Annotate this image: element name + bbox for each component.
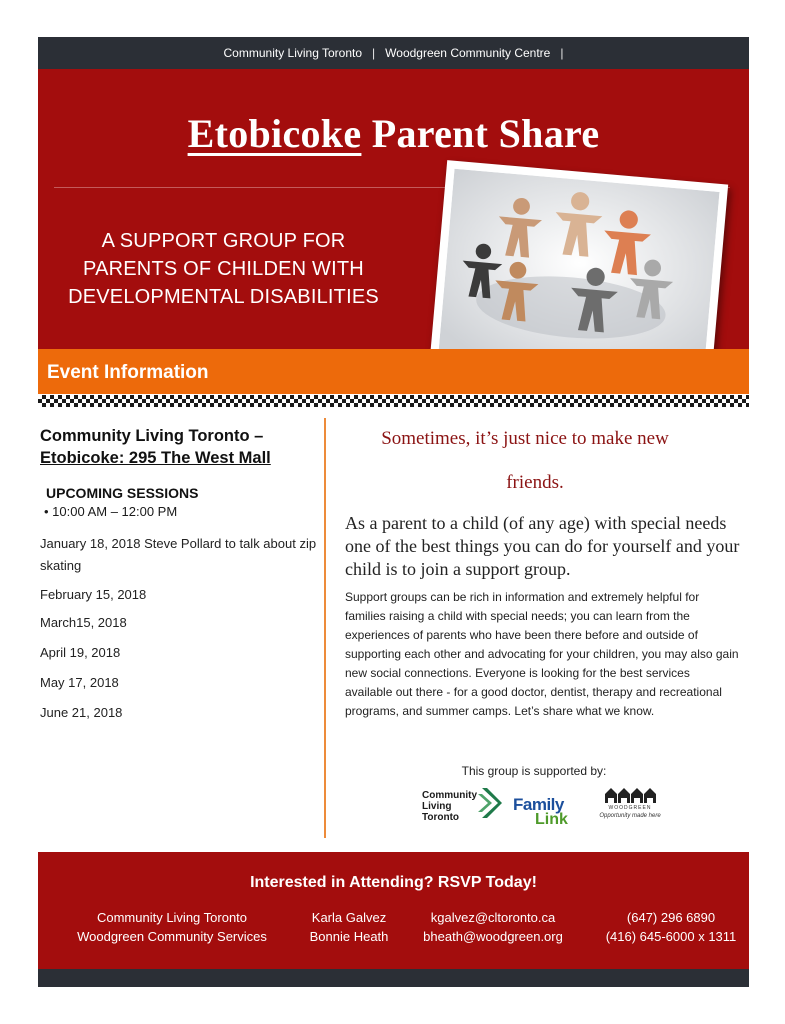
family-link-text: Link xyxy=(535,811,568,828)
sessions-column xyxy=(40,425,320,722)
supporters-label: This group is supported by: xyxy=(461,764,607,778)
clt-logo-text: Community xyxy=(422,790,477,801)
title-underlined-word: Etobicoke xyxy=(187,111,362,156)
contact-org: Woodgreen Community Services xyxy=(77,929,267,944)
tagline-line-2: friends. xyxy=(506,472,564,493)
header-org-woodgreen: Woodgreen Community Centre xyxy=(385,46,551,60)
header-separator-trailing: | xyxy=(560,46,564,60)
contact-orgs xyxy=(64,908,280,946)
lead-paragraph: As a parent to a child (of any age) with special needs one of the best things you can do for yourself and your child is to join a support group. xyxy=(345,513,740,579)
family-link-logo xyxy=(513,796,568,827)
contact-org: Community Living Toronto xyxy=(96,910,248,925)
family-link-text: Family xyxy=(513,795,564,814)
contact-emails xyxy=(412,908,574,946)
contact-name: Karla Galvez xyxy=(311,910,387,925)
contact-email: kgalvez@cltoronto.ca xyxy=(430,910,556,925)
woodgreen-houses-icon xyxy=(604,786,656,804)
top-bar xyxy=(38,37,749,69)
session-date: February 15, 2018 xyxy=(40,587,147,602)
checkered-border xyxy=(38,395,749,407)
sessions-heading: UPCOMING SESSIONS xyxy=(46,485,199,501)
session-date: May 17, 2018 xyxy=(40,675,119,690)
location-line-1: Community Living Toronto – xyxy=(40,427,264,445)
session-date: January 18, 2018 Steve Pollard to talk about zip skating xyxy=(40,536,317,573)
paper-chain-people-image xyxy=(438,169,719,375)
contact-name: Bonnie Heath xyxy=(309,929,389,944)
location-line-2: Etobicoke: 295 The West Mall xyxy=(40,449,271,467)
hero-subtitle xyxy=(56,227,391,311)
woodgreen-tagline: Opportunity made here xyxy=(599,813,661,819)
contact-email: bheath@woodgreen.org xyxy=(423,929,563,944)
page-title xyxy=(38,110,749,157)
session-date: March15, 2018 xyxy=(40,615,127,630)
contact-phone: (647) 296 6890 xyxy=(626,910,716,925)
header-separator: | xyxy=(372,46,376,60)
event-info-bar xyxy=(38,349,749,394)
header-org-community-living: Community Living Toronto xyxy=(223,46,363,60)
session-time: • 10:00 AM – 12:00 PM xyxy=(44,504,178,519)
tagline-line-1: Sometimes, it’s just nice to make new xyxy=(381,428,669,449)
description-column xyxy=(345,428,745,721)
supporter-logos xyxy=(418,782,668,832)
bottom-bar xyxy=(38,969,749,987)
hero-subtitle-line: PARENTS OF CHILDEN WITH xyxy=(83,258,364,280)
session-date: April 19, 2018 xyxy=(40,645,121,660)
woodgreen-name: WOODGREEN xyxy=(608,805,652,811)
title-rest: Parent Share xyxy=(361,111,600,156)
hero-subtitle-line: A SUPPORT GROUP FOR xyxy=(101,230,346,252)
event-info-heading: Event Information xyxy=(47,362,209,383)
woodgreen-logo xyxy=(590,786,670,819)
hero-subtitle-line: DEVELOPMENTAL DISABILITIES xyxy=(68,286,379,308)
clt-logo-text: Living xyxy=(422,801,452,812)
rsvp-footer xyxy=(38,852,749,969)
contact-phones xyxy=(596,908,746,946)
rsvp-heading: Interested in Attending? RSVP Today! xyxy=(250,874,537,891)
clt-chevron-icon xyxy=(478,786,502,820)
body-paragraph: Support groups can be rich in information and extremely helpful for families raising a child with special needs; you can learn from the experiences of parents who have been there before and outside of supporting each other and advocating for your children, you may also gain new social connections. Everyone is looking for the best services available out there - for a good doctor, dentist, therapy and recreational programs, and summer camps. Let’s share what we know. xyxy=(345,590,739,718)
community-living-toronto-logo xyxy=(422,790,477,823)
contact-phone: (416) 645-6000 x 1311 xyxy=(605,929,737,944)
clt-logo-text: Toronto xyxy=(422,812,460,823)
session-date: June 21, 2018 xyxy=(40,705,123,720)
contact-names xyxy=(306,908,392,946)
